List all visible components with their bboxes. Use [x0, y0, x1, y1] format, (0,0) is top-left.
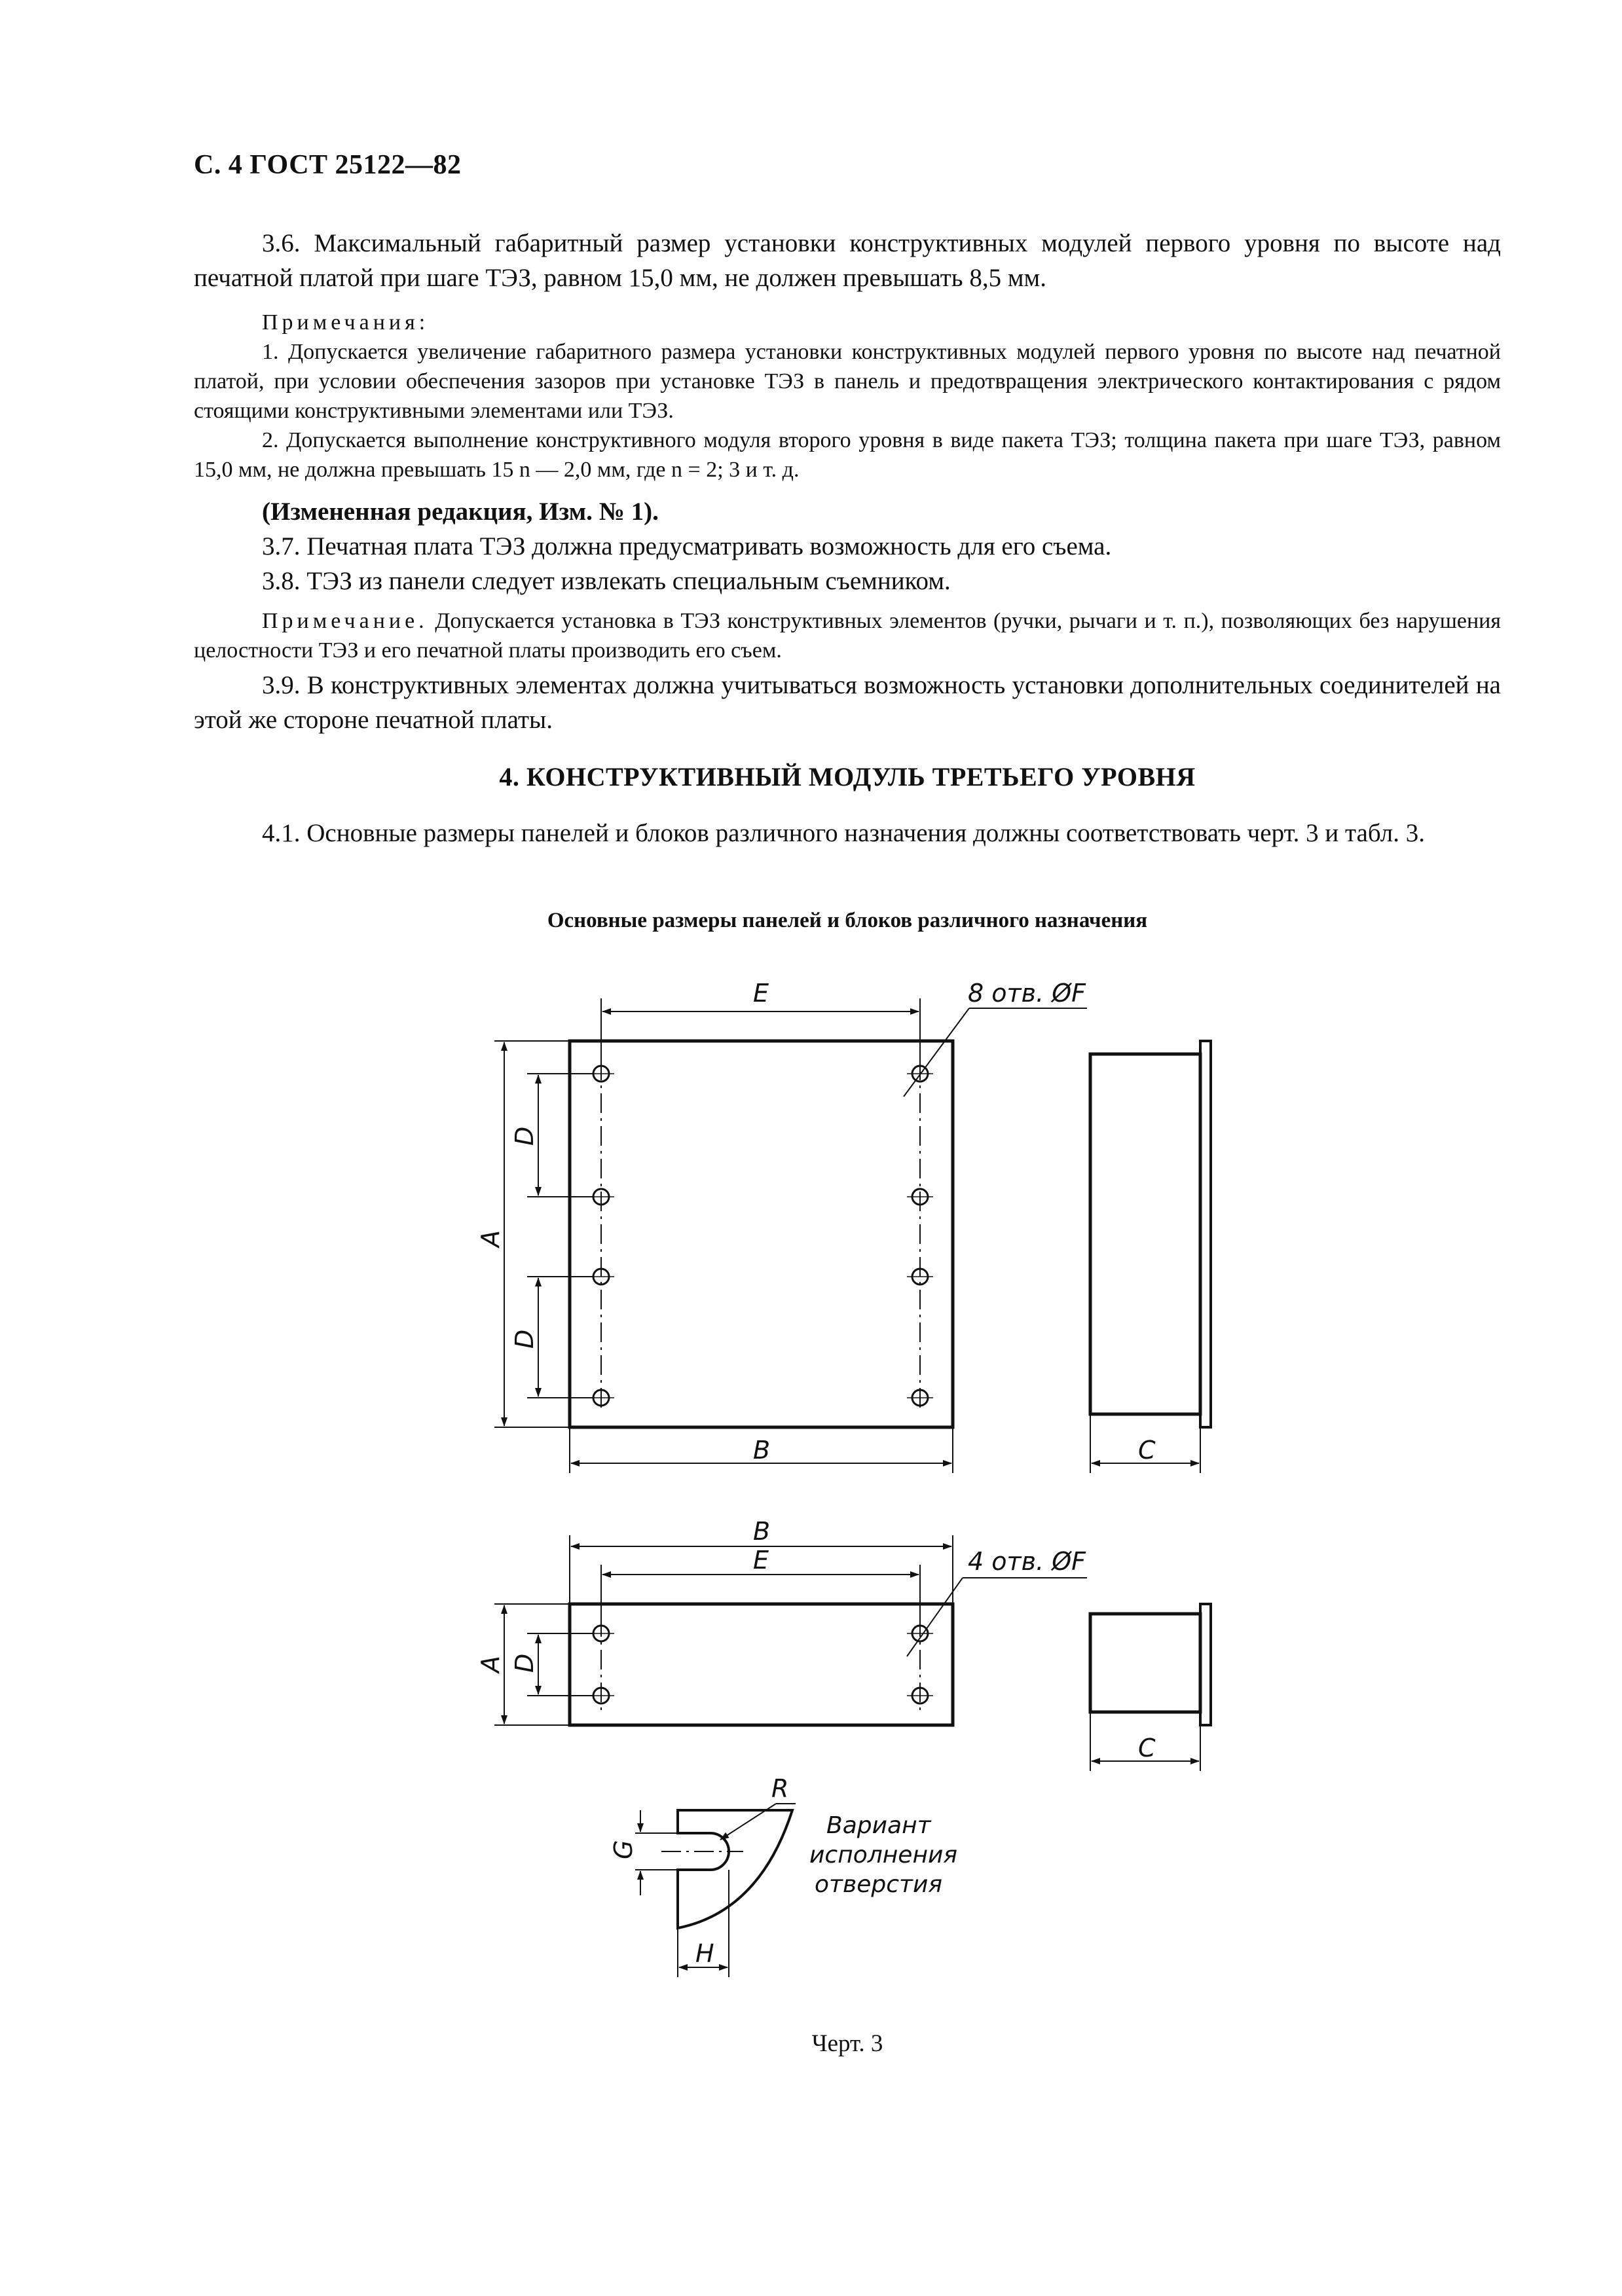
paragraph-3-9: 3.9. В конструктивных элементах должна учитываться возможность установки дополнительных соединителей на этой же стороне печатной платы. — [194, 671, 1501, 734]
label-variant-1: Вариант — [826, 1812, 931, 1839]
panel-large-outline — [570, 1041, 953, 1427]
holes-4 — [593, 1626, 928, 1704]
holes-8 — [593, 1066, 928, 1406]
page-header: С. 4 ГОСТ 25122—82 — [194, 150, 462, 180]
note-2: 2. Допускается выполнение конструктивного модуля второго уровня в виде пакета ТЭЗ; толщина пакета при шаге ТЭЗ, равном 15,0 мм, не должна превышать 15 n — 2,0 мм, где n = 2; 3 и т. д. — [194, 428, 1501, 482]
side-view-large — [1090, 1054, 1200, 1414]
slot-variant-detail — [635, 1804, 796, 1977]
panel-small-outline — [570, 1604, 953, 1725]
label-variant-3: отверстия — [815, 1871, 943, 1898]
note-single-text: Допускается установка в ТЭЗ конструктивных элементов (ручки, рычаги и т. п.), позволяющих без нарушения целостности ТЭЗ и его печатной платы производить его съем. — [194, 609, 1502, 663]
label-D-top2: D — [510, 1329, 539, 1349]
figure-title: Основные размеры панелей и блоков различного назначения — [547, 909, 1148, 932]
label-E-mid: E — [753, 1546, 769, 1575]
paragraph-3-8: 3.8. ТЭЗ из панели следует извлекать специальным съемником. — [262, 567, 951, 595]
note-1: 1. Допускается увеличение габаритного размера установки конструктивных модулей первого уровня по высоте над печатной платой, при условии обеспечения зазоров при установке ТЭЗ в панель и предотвращения электрического контактирования с рядом стоящими конструктивными элементами или ТЭЗ. — [194, 340, 1501, 423]
paragraph-4-1: 4.1. Основные размеры панелей и блоков различного назначения должны соответствовать черт. 3 и табл. 3. — [262, 819, 1425, 847]
label-C-mid: C — [1138, 1734, 1156, 1762]
label-H: H — [695, 1939, 714, 1968]
label-variant-2: исполнения — [809, 1842, 958, 1868]
label-D-mid: D — [510, 1653, 539, 1673]
label-B-mid: B — [753, 1517, 771, 1546]
label-A-mid: A — [476, 1656, 505, 1673]
label-G: G — [609, 1840, 638, 1859]
paragraph-3-7: 3.7. Печатная плата ТЭЗ должна предусматривать возможность для его съема. — [262, 532, 1112, 560]
label-holes8: 8 отв. ØF — [968, 979, 1086, 1008]
notes-heading: Примечания: — [262, 310, 430, 335]
figure-caption: Черт. 3 — [811, 2030, 883, 2057]
label-D-top1: D — [510, 1126, 539, 1146]
side-view-small — [1090, 1614, 1200, 1712]
label-E-top: E — [753, 979, 769, 1008]
label-R: R — [771, 1774, 789, 1803]
section-4-title: 4. КОНСТРУКТИВНЫЙ МОДУЛЬ ТРЕТЬЕГО УРОВНЯ — [499, 762, 1196, 792]
note-single-label: Примечание. — [262, 609, 428, 633]
edition-note: (Измененная редакция, Изм. № 1). — [262, 498, 659, 526]
label-B-top: B — [753, 1436, 771, 1465]
paragraph-3-6: 3.6. Максимальный габаритный размер установки конструктивных модулей первого уровня по высоте над печатной платой при шаге ТЭЗ, равном 15,0 мм, не должен превышать 8,5 мм. — [194, 229, 1501, 292]
label-A-top: A — [476, 1230, 505, 1247]
label-C-top: C — [1138, 1436, 1156, 1465]
label-holes4: 4 отв. ØF — [968, 1547, 1086, 1576]
